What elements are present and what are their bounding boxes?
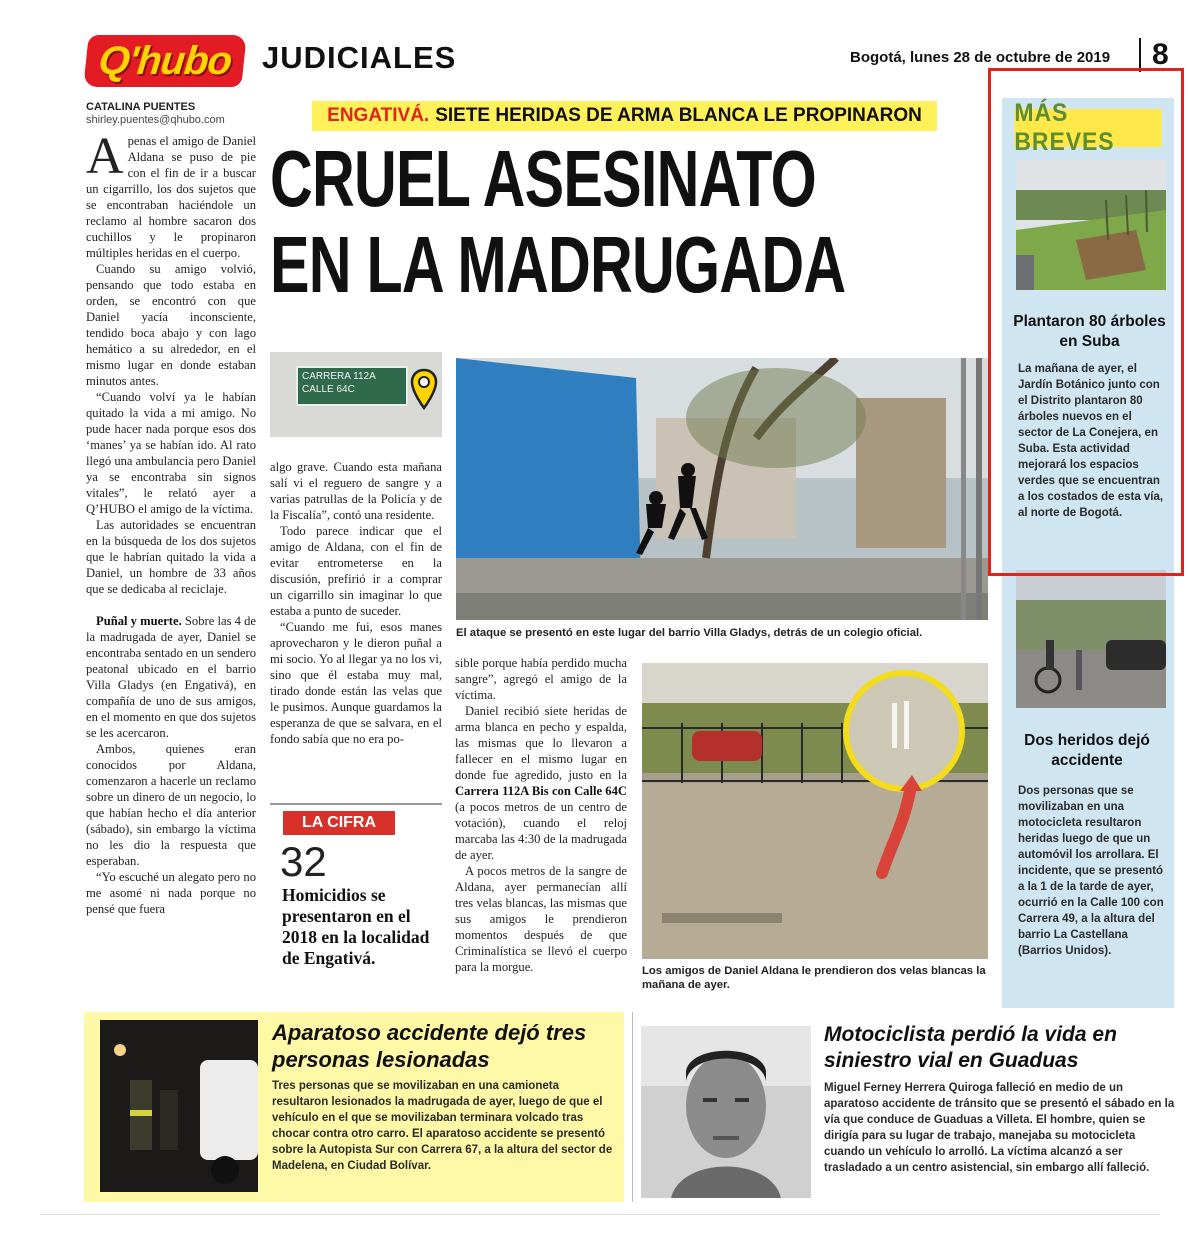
bottom-divider [632, 1012, 633, 1202]
logo [83, 35, 246, 87]
breve-2-text: Dos personas que se movilizaban en una motocicleta resultaron heridas luego de que un automóvil los arrollara. El incidente, que se presentó a la 1 de la tarde de ayer, ocurrió en la Calle 100 con Carrera 49, a la altura del barrio La Castellana (Barrios Unidos). [1018, 785, 1164, 957]
article-column-2 [270, 459, 442, 789]
paragraph-text: Sobre las 4 de la madrugada de ayer, Daniel se encontraba sentado en un sendero peatonal ubicado en el barrio Villa Gladys (en Engativá), en compañía de uno de sus amigos, en el momento en que dos sujetos se les acercaron. [86, 614, 256, 740]
paragraph-text: penas el amigo de Daniel Aldana se puso de pie con el fin de ir a buscar un cigarrillo, los dos sujetos que se encontraban haciéndole un reclamo al hombre sacaron dos cuchillos y le propinaron múltiples heridas en el cuerpo. [86, 134, 256, 260]
article-column-3 [455, 655, 627, 1000]
header-divider [1139, 38, 1141, 72]
drop-cap: A [86, 133, 124, 185]
byline-email[interactable]: shirley.puentes@qhubo.com [86, 114, 225, 126]
photo-caption-1: El ataque se presentó en este lugar del barrio Villa Gladys, detrás de un colegio oficial. [456, 627, 923, 639]
article-paragraph: A pocos metros de la sangre de Aldana, ayer permanecían allí tres velas blancas, las mismas que sus amigos le prendieron momentos después de que Criminalística se llevó el cuerpo para la morgue. [455, 864, 627, 974]
article-paragraph: Ambos, quienes eran conocidos por Aldana, comenzaron a hacerle un reclamo sobre un dinero de un negocio, lo que habían hecho el día anterior (sábado), sin embargo la víctima no les dio la respuesta que esperaban. [86, 742, 256, 868]
article-paragraph: Cuando su amigo volvió, pensando que todo estaba en orden, se encontró con que Daniel yacía inconsciente, tendido boca abajo y con lago hemático a su alrededor, en el mismo lugar en donde estaban minutos antes. [86, 262, 256, 388]
address-highlight: Carrera 112A Bis con Calle 64C [455, 784, 627, 798]
map-pin-icon [410, 368, 438, 412]
breve-1-headline: Plantaron 80 árboles en Suba [1013, 313, 1166, 350]
kicker-place: ENGATIVÁ. [327, 105, 430, 126]
candles-photo [642, 663, 988, 959]
accident-street-photo [1016, 570, 1166, 708]
breve-1-text: La mañana de ayer, el Jardín Botánico junto con el Distrito plantaron 80 árboles nuevos en el sector de La Conejera, en Suba. Esta actividad mejorará los espacios verdes que se encuentran a los costados de esta vía, al norte de Bogotá. [1018, 363, 1164, 519]
bottom-story-1-headline: Aparatoso accidente dejó tres personas lesionadas [272, 1020, 587, 1072]
article-paragraph [455, 703, 627, 863]
article-paragraph: Las autoridades se encuentran en la búsqueda de los dos sujetos que le habrían quitado la vida a Daniel, un hombre de 33 años que se dedicaba al reciclaje. [86, 518, 256, 596]
logo-text: Q'hubo [96, 38, 234, 83]
headline-line-1: CRUEL ASESINATO [270, 134, 816, 223]
subheading: Puñal y muerte. [96, 614, 182, 628]
paragraph-text: Daniel recibió siete heridas de arma blanca en pecho y espalda, las mismas que lo llevaron a fallecer en el mismo lugar en donde fue agredido, justo en la [455, 704, 627, 782]
footer-rule [40, 1214, 1160, 1215]
article-paragraph: Todo parece indicar que el amigo de Aldana, con el fin de evitar entrometerse en la discusión, prefirió ir a comprar un cigarrillo sin imaginar lo que estaba a punto de suceder. [270, 524, 442, 618]
breves-title: MÁS BREVES [1014, 109, 1161, 147]
breve-2-headline: Dos heridos dejó accidente [1024, 732, 1150, 769]
la-cifra-text: Homicidios se presentaron en el 2018 en la localidad de Engativá. [282, 885, 430, 968]
street-sign-line-2: CALLE 64C [302, 384, 355, 395]
victim-portrait-photo [641, 1026, 811, 1198]
kicker [312, 101, 937, 131]
kicker-text: SIETE HERIDAS DE ARMA BLANCA LE PROPINARON [435, 105, 922, 126]
highlight-frame [988, 68, 1184, 576]
street-sign [296, 366, 408, 406]
la-cifra-label: LA CIFRA [283, 811, 395, 835]
article-paragraph [86, 133, 256, 261]
photo-caption-2: Los amigos de Daniel Aldana le prendieron dos velas blancas la mañana de ayer. [642, 965, 986, 991]
bottom-story-2-text: Miguel Ferney Herrera Quiroga falleció en medio de un aparatoso accidente de tránsito que se presentó el sábado en la vía que conduce de Guaduas a Villeta. El hombre, quien se dirigía para su lugar de trabajo, manejaba su motocicleta cuando un vehículo lo arrolló. La víctima alcanzó a ser trasladado a un centro asistencial, sin embargo allí falleció. [824, 1082, 1175, 1174]
dateline: Bogotá, lunes 28 de octubre de 2019 [850, 49, 1111, 66]
article-column-1 [86, 133, 256, 1003]
bottom-story-2-headline: Motociclista perdió la vida en siniestro vial en Guaduas [824, 1023, 1117, 1072]
paragraph-text: (a pocos metros de un centro de votación), cuando el reloj marcaba las 4:30 de la madrugada de ayer. [455, 800, 627, 862]
headline-line-2: EN LA MADRUGADA [270, 220, 846, 309]
headline [270, 134, 846, 309]
section-title: JUDICIALES [262, 40, 457, 75]
article-paragraph: “Cuando me fui, esos manes aprovecharon y le dieron puñal a mi socio. Yo al llegar ya no los vi, sino que él estaba muy mal, tirado donde están las velas que le pusimos. Aunque guardamos la esperanza de que se salvara, en el fondo sabía que no era po- [270, 620, 442, 746]
street-sign-line-1: CARRERA 112A [302, 371, 376, 382]
byline-name: CATALINA PUENTES [86, 101, 196, 113]
night-accident-photo [100, 1020, 258, 1192]
article-paragraph: sible porque había perdido mucha sangre”, agregó el amigo de la víctima. [455, 656, 627, 702]
article-paragraph: algo grave. Cuando esta mañana salí vi el reguero de sangre y a varias patrullas de la Policía y de la Fiscalía”, contó una residente. [270, 460, 442, 522]
article-paragraph: “Yo escuché un alegato pero no me asomé ni nada porque no pensé que fuera [86, 870, 256, 916]
page-number: 8 [1152, 38, 1169, 71]
bottom-story-1-text: Tres personas que se movilizaban en una camioneta resultaron lesionados la madrugada de ayer, luego de que el vehículo en el que se movilizaban terminara volcado tras chocar contra otro carro. El aparatoso accidente se presentó sobre la Autopista Sur con Carrera 67, a la altura del sector de Madelena, en Ciudad Bolívar. [272, 1080, 613, 1172]
crime-scene-photo [456, 358, 988, 620]
article-paragraph [86, 613, 256, 741]
article-paragraph: “Cuando volví ya le habían quitado la vida a mi amigo. No pude hacer nada porque esos dos ‘manes’ ya se habían ido. Al rato llegó una ambulancia pero Daniel ya se encontraba sin signos vitales”, le relató ayer a Q’HUBO el amigo de la víctima. [86, 390, 256, 516]
la-cifra-number: 32 [280, 838, 327, 885]
